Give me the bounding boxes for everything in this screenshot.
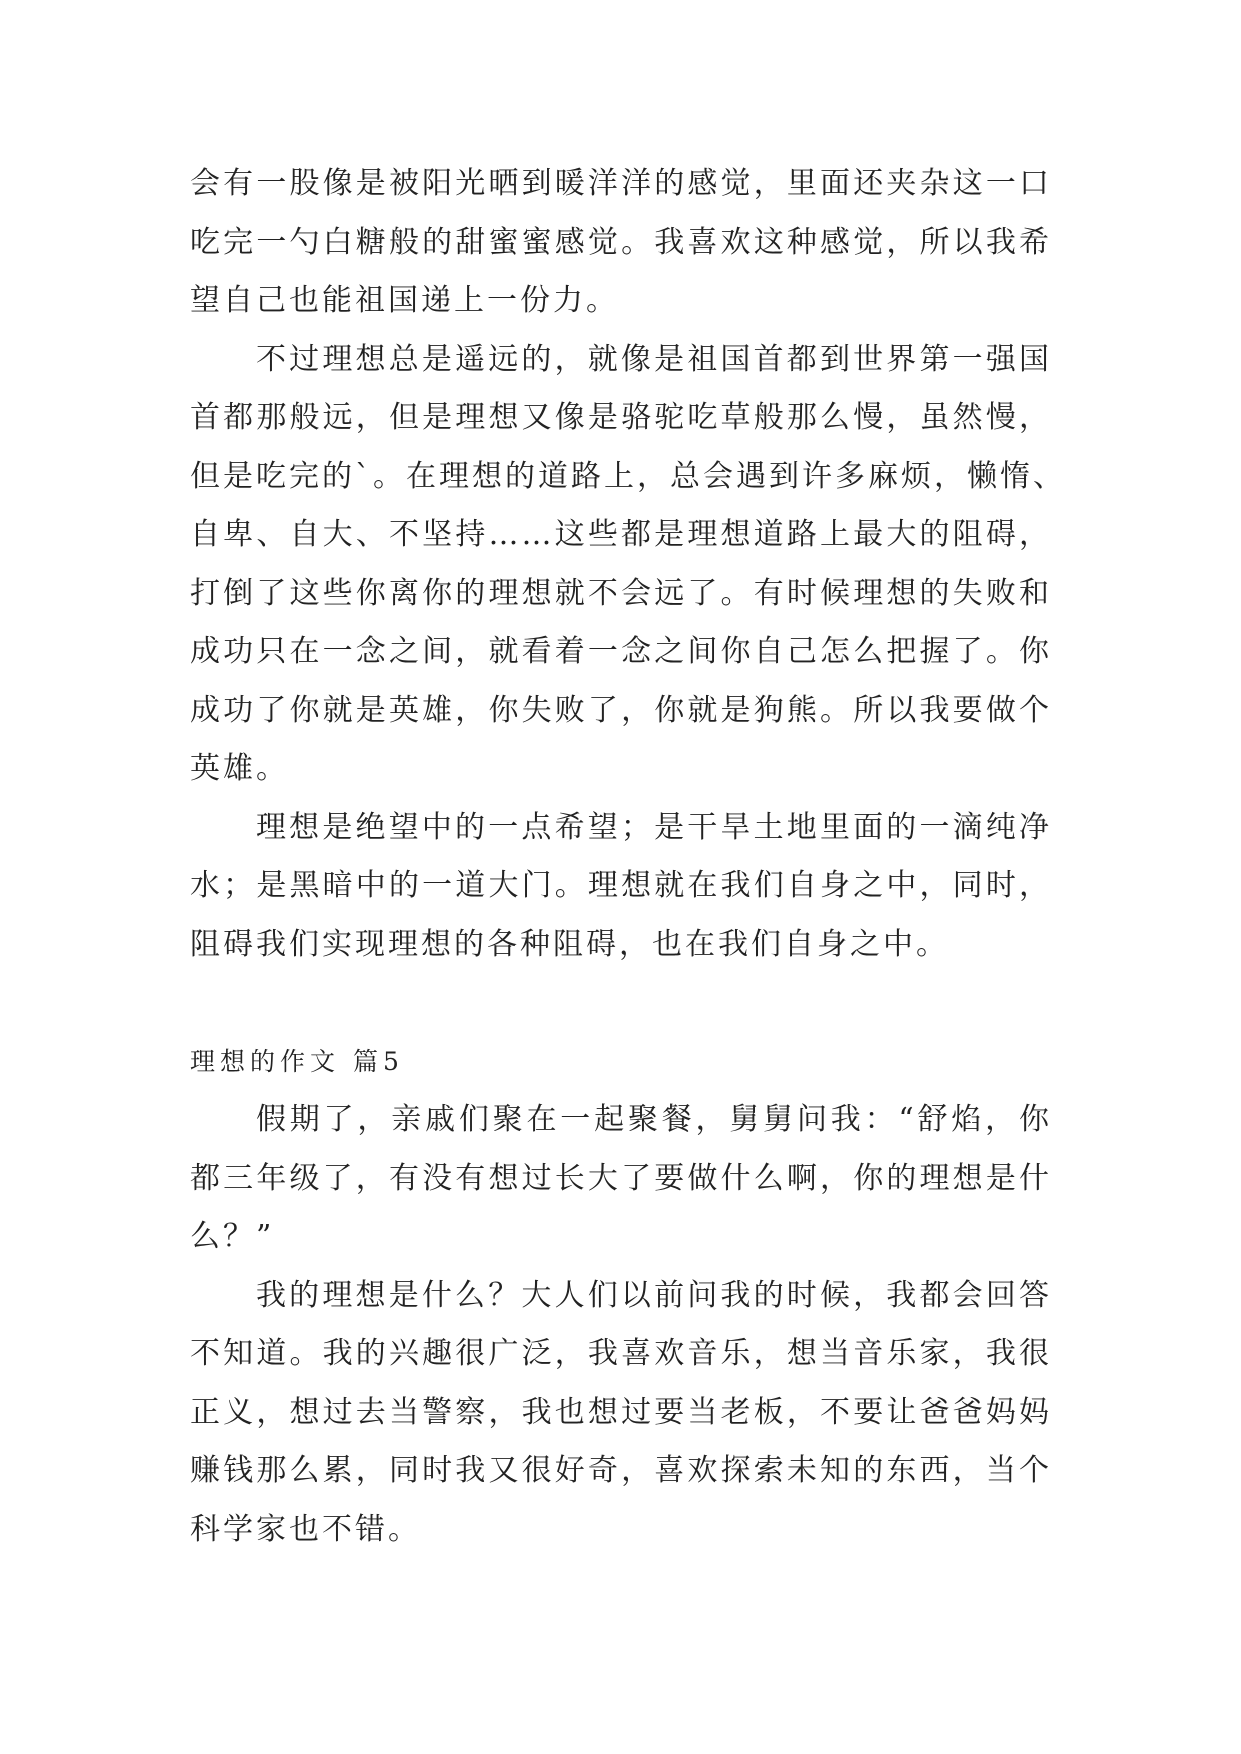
text-line: 首都那般远，但是理想又像是骆驼吃草般那么慢，虽然慢，: [190, 400, 1052, 435]
text-line: 正义，想过去当警察，我也想过要当老板，不要让爸爸妈妈: [190, 1394, 1052, 1430]
text-line: 吃完一勺白糖般的甜蜜蜜感觉。我喜欢这种感觉，所以我希: [190, 224, 1052, 260]
text-line: 英雄。: [190, 751, 289, 786]
text-line: 成功了你就是英雄，你失败了，你就是狗熊。所以我要做个: [190, 692, 1052, 728]
text-line: 科学家也不错。: [190, 1511, 421, 1547]
text-line: 会有一股像是被阳光晒到暖洋洋的感觉，里面还夹杂这一口: [190, 166, 1052, 201]
text-line: 都三年级了，有没有想过长大了要做什么啊，你的理想是什: [190, 1160, 1052, 1196]
blank-line: [190, 974, 1052, 1033]
text-line: 不过理想总是遥远的，就像是祖国首都到世界第一强国: [256, 341, 1052, 377]
section-heading: 理想的作文 篇5: [190, 1046, 404, 1076]
text-line: 水；是黑暗中的一道大门。理想就在我们自身之中，同时，: [190, 868, 1052, 903]
text-line: 理想是绝望中的一点希望；是干旱土地里面的一滴纯净: [256, 809, 1052, 845]
text-line: 阻碍我们实现理想的各种阻碍，也在我们自身之中。: [190, 926, 949, 962]
text-line: 望自己也能祖国递上一份力。: [190, 283, 619, 318]
text-line: 但是吃完的`。在理想的道路上，总会遇到许多麻烦，懒惰、: [190, 458, 1066, 494]
text-line: 打倒了这些你离你的理想就不会远了。有时候理想的失败和: [190, 575, 1052, 611]
text-line: 我的理想是什么？大人们以前问我的时候，我都会回答: [256, 1277, 1052, 1313]
text-line: 成功只在一念之间，就看着一念之间你自己怎么把握了。你: [190, 634, 1052, 669]
paragraph: [190, 799, 1052, 975]
text-column: [190, 155, 1066, 1559]
text-line: 么？”: [190, 1219, 275, 1254]
paragraph: [190, 1267, 1052, 1560]
paragraph: [190, 331, 1066, 799]
text-line: 假期了，亲戚们聚在一起聚餐，舅舅问我：“舒焰，你: [256, 1102, 1052, 1137]
text-line: 自卑、自大、不坚持……这些都是理想道路上最大的阻碍，: [190, 517, 1052, 552]
text-line: 赚钱那么累，同时我又很好奇，喜欢探索未知的东西，当个: [190, 1453, 1052, 1488]
paragraph: [190, 155, 1052, 331]
paragraph: [190, 1091, 1052, 1267]
text-line: 不知道。我的兴趣很广泛，我喜欢音乐，想当音乐家，我很: [190, 1336, 1052, 1371]
